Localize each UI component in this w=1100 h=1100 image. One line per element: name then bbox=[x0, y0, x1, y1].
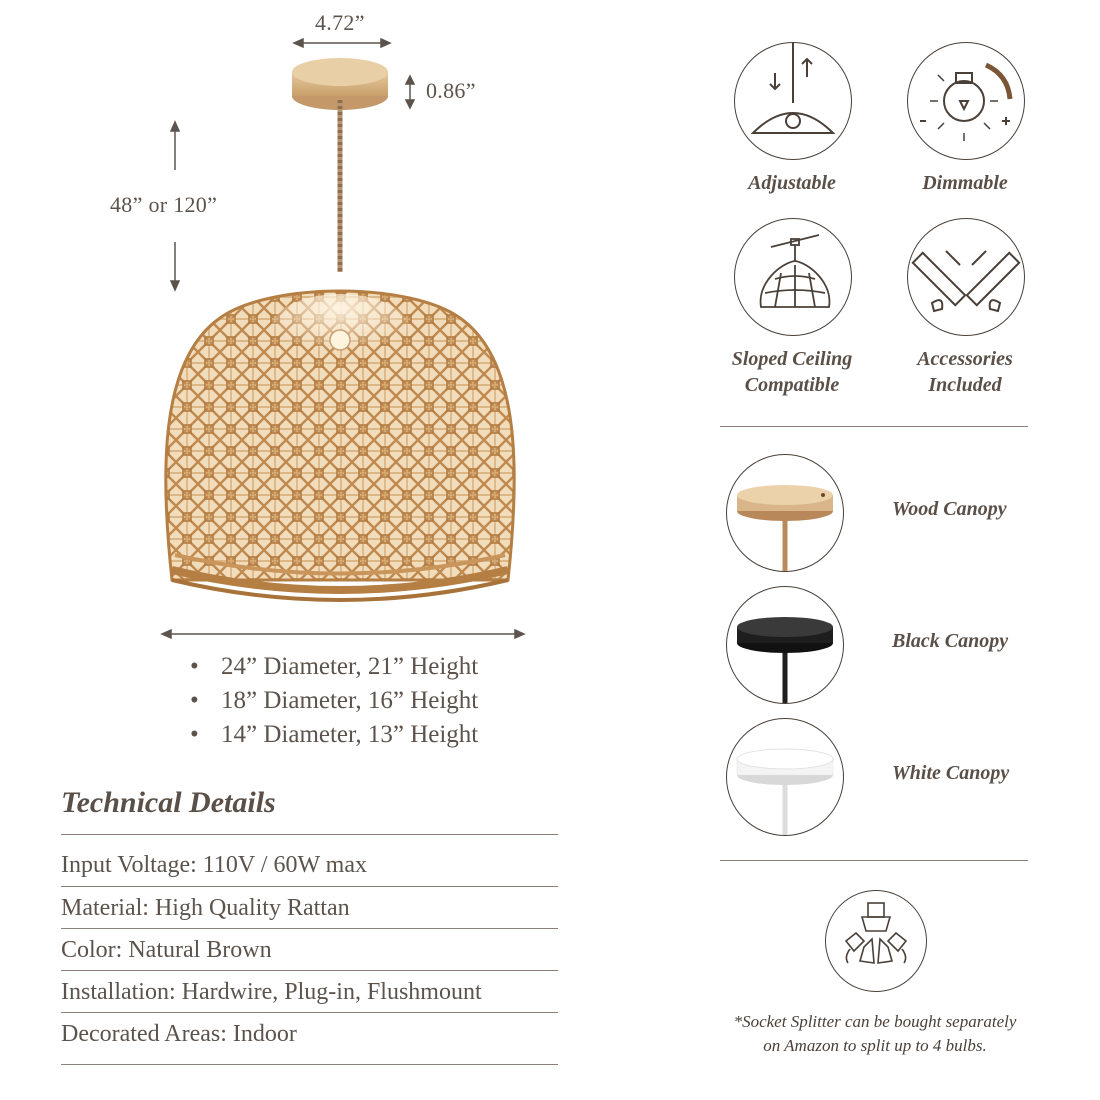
dimmable-bulb-icon bbox=[907, 42, 1025, 160]
technical-details-title: Technical Details bbox=[61, 786, 276, 819]
spec-row: Installation: Hardwire, Plug-in, Flushmount bbox=[61, 979, 482, 1005]
divider bbox=[720, 426, 1028, 427]
canopy-label-white: White Canopy bbox=[892, 762, 1010, 784]
feature-label-sloped-ceiling: Sloped Ceiling Compatible bbox=[731, 348, 853, 396]
wood-canopy-image bbox=[726, 454, 844, 572]
canopy-label-black: Black Canopy bbox=[892, 630, 1009, 652]
size-item: • 14” Diameter, 13” Height bbox=[190, 718, 478, 752]
bullet: • bbox=[190, 653, 199, 680]
size-item: • 24” Diameter, 21” Height bbox=[190, 650, 478, 684]
divider bbox=[61, 834, 558, 835]
canopy-height-arrow bbox=[406, 76, 414, 108]
canopy-label-wood: Wood Canopy bbox=[892, 498, 1007, 520]
bullet: • bbox=[190, 687, 199, 714]
spec-row: Material: High Quality Rattan bbox=[61, 895, 350, 921]
socket-splitter-note: *Socket Splitter can be bought separately on Amazon to split up to 4 bulbs. bbox=[733, 1012, 1017, 1055]
size-list bbox=[190, 650, 478, 752]
spec-row: Decorated Areas: Indoor bbox=[61, 1021, 297, 1047]
canopy-width-label: 4.72” bbox=[315, 10, 365, 35]
size-item: • 18” Diameter, 16” Height bbox=[190, 684, 478, 718]
spec-row: Input Voltage: 110V / 60W max bbox=[61, 852, 367, 878]
spec-row: Color: Natural Brown bbox=[61, 937, 272, 963]
accessories-icon bbox=[907, 218, 1025, 336]
divider bbox=[61, 1064, 558, 1065]
sloped-ceiling-icon bbox=[734, 218, 852, 336]
feature-label-dimmable: Dimmable bbox=[922, 172, 1008, 194]
white-canopy-image bbox=[726, 718, 844, 836]
canopy-width-arrow bbox=[294, 39, 390, 47]
product-illustration bbox=[0, 0, 600, 650]
canopy-height-label: 0.86” bbox=[426, 78, 476, 103]
feature-label-accessories: Accessories Included bbox=[917, 348, 1013, 396]
divider bbox=[720, 860, 1028, 861]
feature-label-adjustable: Adjustable bbox=[748, 172, 836, 194]
adjustable-height-icon bbox=[734, 42, 852, 160]
socket-splitter-icon bbox=[825, 890, 927, 992]
black-canopy-image bbox=[726, 586, 844, 704]
rattan-shade bbox=[166, 291, 515, 600]
cord-length-label: 48” or 120” bbox=[110, 192, 218, 217]
bullet: • bbox=[190, 721, 199, 748]
diameter-arrow bbox=[162, 630, 524, 638]
